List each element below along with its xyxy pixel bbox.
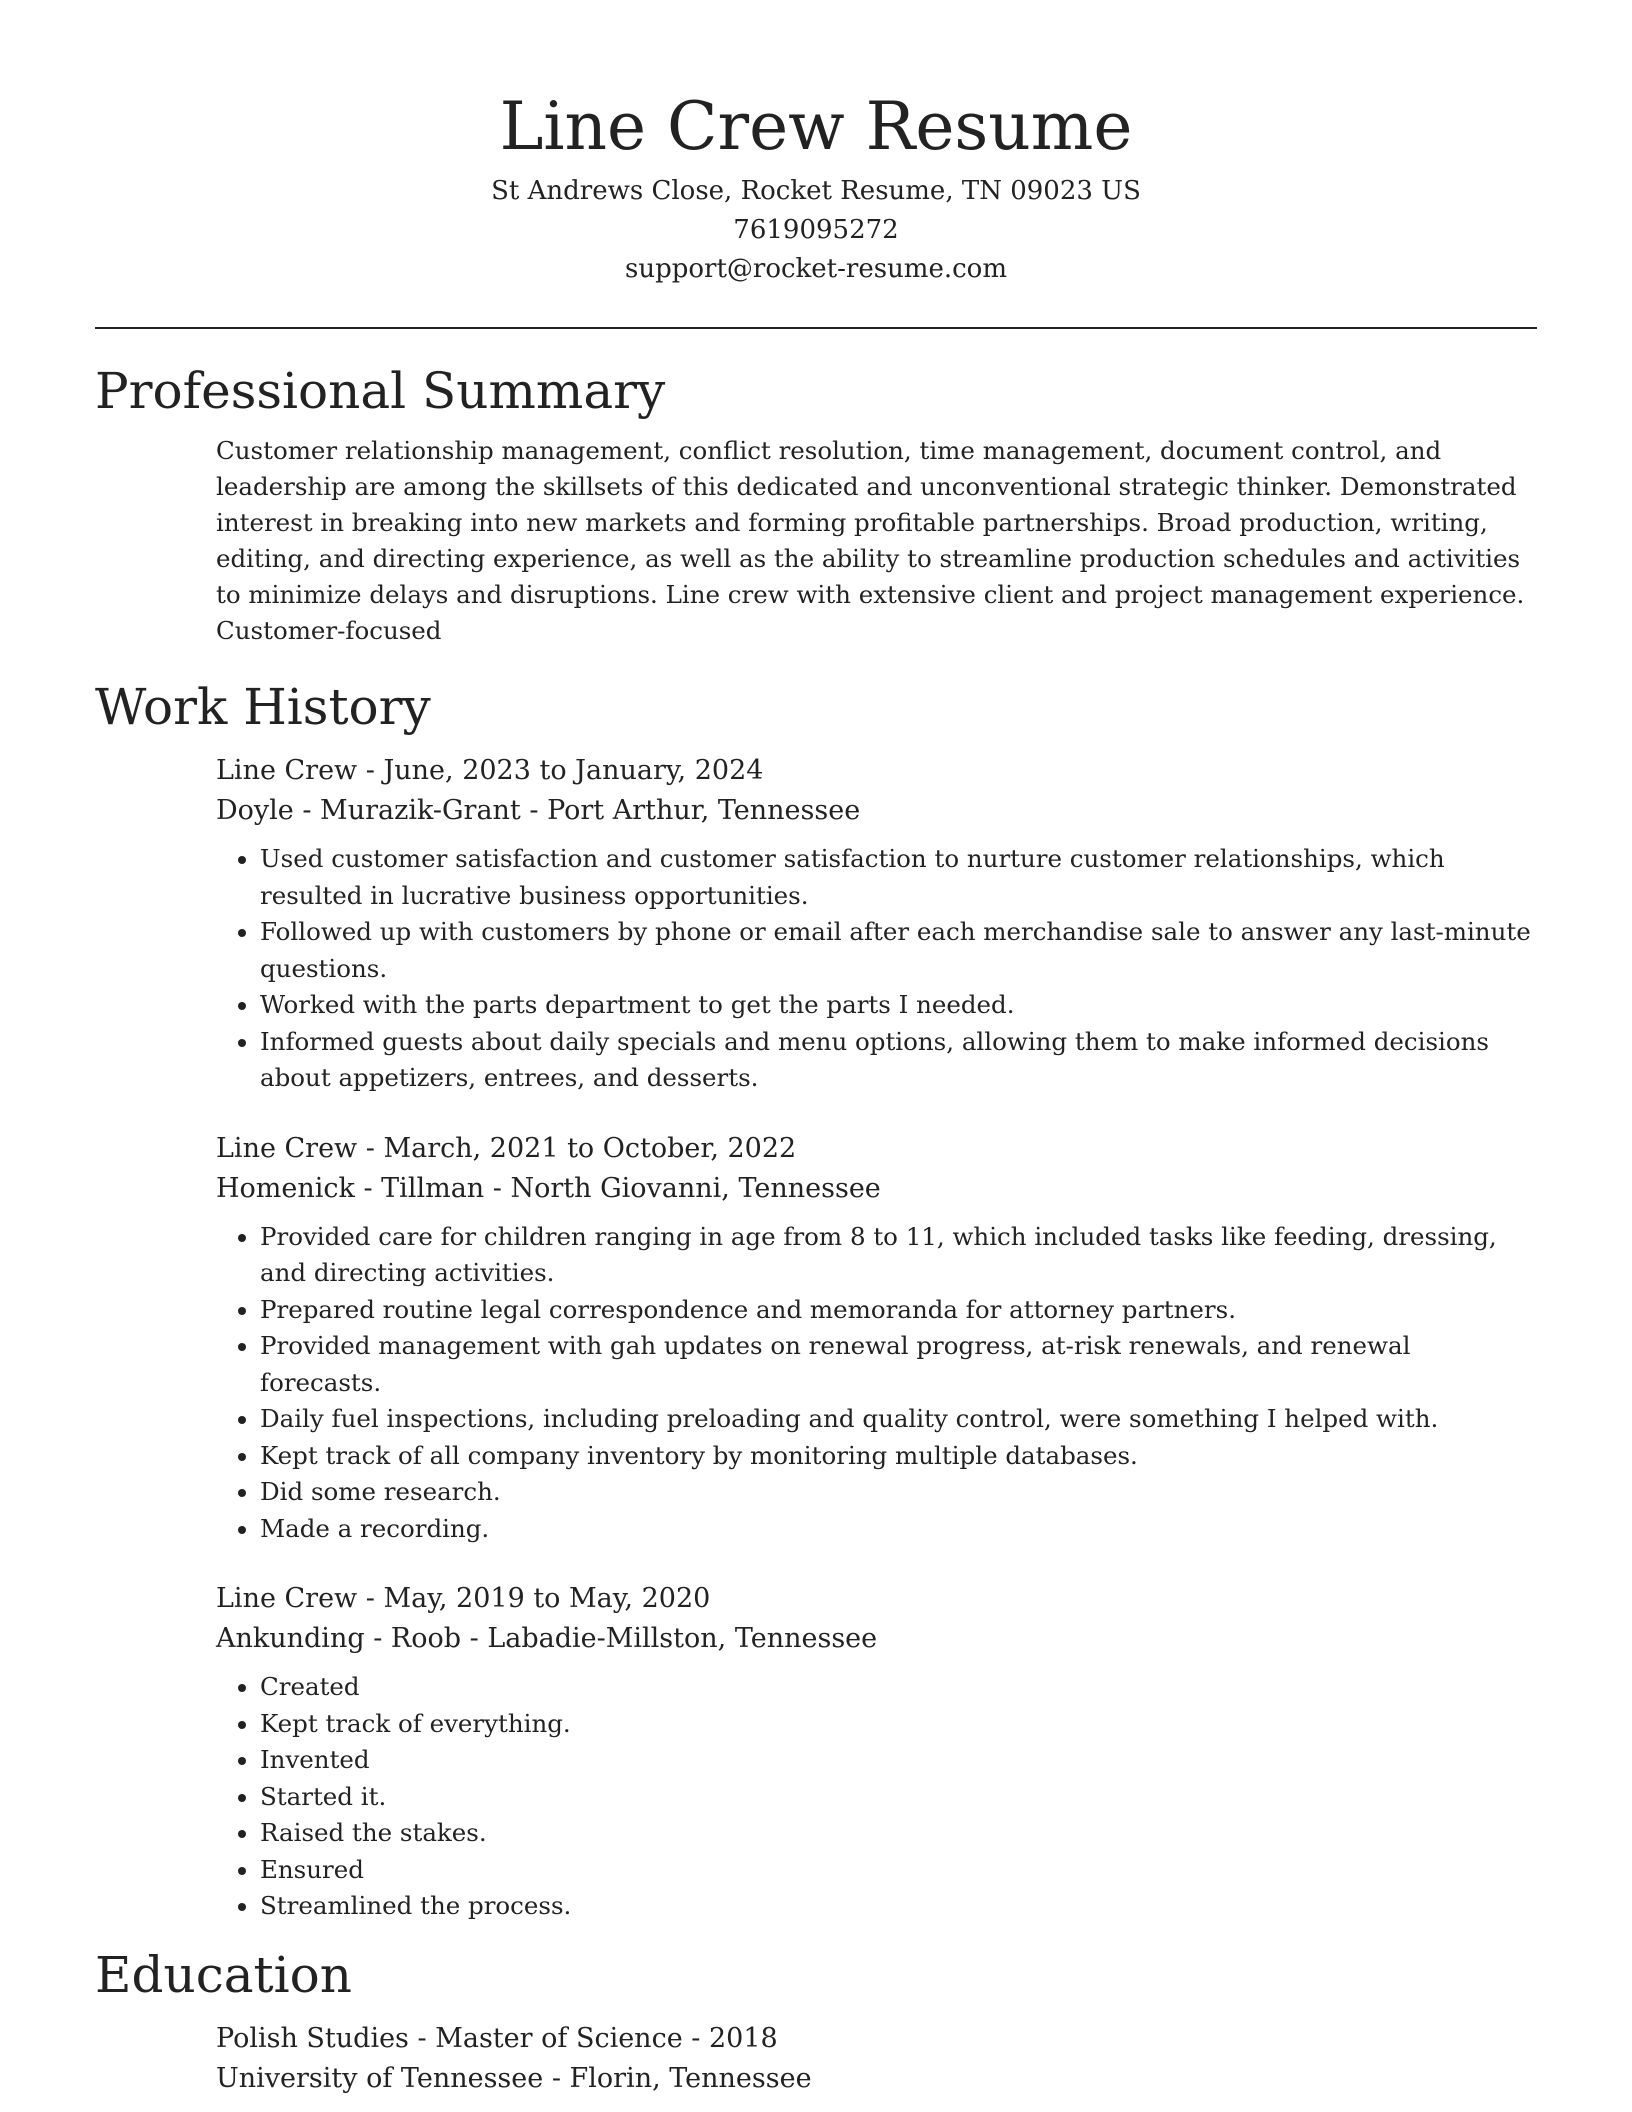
education-section xyxy=(216,2019,1537,2099)
email: support@rocket-resume.com xyxy=(624,254,1007,284)
work-history-heading: Work History xyxy=(95,678,431,736)
list-item: • Informed guests about daily specials and menu options, allowing them to make informed decisions about appetizers, entrees, and desserts. xyxy=(260,1024,1537,1097)
job-employer: Doyle - Murazik-Grant - Port Arthur, Tennessee xyxy=(216,795,861,826)
list-item: • Used customer satisfaction and customer satisfaction to nurture customer relationships, which resulted in lucrative business opportunities. xyxy=(260,841,1537,914)
job-role-dates: Line Crew - March, 2021 to October, 2022 xyxy=(216,1132,797,1164)
list-item: • Created xyxy=(260,1669,1537,1706)
list-item: • Provided care for children ranging in age from 8 to 11, which included tasks like feeding, dressing, and directing activities. xyxy=(260,1219,1537,1292)
list-item: • Daily fuel inspections, including preloading and quality control, were something I helped with. xyxy=(260,1401,1537,1438)
job-bullets xyxy=(216,841,1537,1097)
job-entry xyxy=(216,751,1537,1097)
list-item: • Ensured xyxy=(260,1852,1537,1889)
list-item: • Followed up with customers by phone or email after each merchandise sale to answer any last-minute questions. xyxy=(260,914,1537,987)
job-role-dates: Line Crew - May, 2019 to May, 2020 xyxy=(216,1583,711,1614)
education-heading: Education xyxy=(95,1945,352,2004)
list-item: • Kept track of all company inventory by monitoring multiple databases. xyxy=(260,1438,1537,1475)
resume-header xyxy=(95,0,1537,289)
list-item: • Streamlined the process. xyxy=(260,1888,1537,1925)
header-divider xyxy=(95,327,1537,329)
job-entry xyxy=(216,1579,1537,1925)
list-item: • Raised the stakes. xyxy=(260,1815,1537,1852)
list-item: • Worked with the parts department to get the parts I needed. xyxy=(260,987,1537,1024)
list-item: • Prepared routine legal correspondence and memoranda for attorney partners. xyxy=(260,1292,1537,1329)
address: St Andrews Close, Rocket Resume, TN 09023 US xyxy=(491,176,1141,206)
education-school: University of Tennessee - Florin, Tennessee xyxy=(216,2062,812,2094)
job-bullets xyxy=(216,1669,1537,1925)
summary-text: Customer relationship management, conflict resolution, time management, document control, and leadership are among the skillsets of this dedicated and unconventional strategic thinker. Demonstrated interest in breaking into new markets and forming profitable partnerships. Broad production, writing, editing, and directing experience, as well as the ability to streamline production schedules and activities to minimize delays and disruptions. Line crew with extensive client and project management experience. Customer-focused xyxy=(216,436,1525,645)
list-item: • Made a recording. xyxy=(260,1511,1537,1548)
education-degree: Polish Studies - Master of Science - 2018 xyxy=(216,2022,778,2054)
list-item: • Invented xyxy=(260,1742,1537,1779)
job-bullets xyxy=(216,1219,1537,1548)
job-employer: Ankunding - Roob - Labadie-Millston, Tennessee xyxy=(216,1623,878,1654)
work-history-section xyxy=(216,751,1537,1925)
summary-section xyxy=(216,433,1537,649)
summary-heading: Professional Summary xyxy=(95,362,666,420)
job-role-dates: Line Crew - June, 2023 to January, 2024 xyxy=(216,755,764,786)
resume-page xyxy=(95,0,1537,2099)
job-employer: Homenick - Tillman - North Giovanni, Tennessee xyxy=(216,1172,881,1204)
list-item: • Provided management with gah updates on renewal progress, at-risk renewals, and renewal forecasts. xyxy=(260,1328,1537,1401)
list-item: • Did some research. xyxy=(260,1474,1537,1511)
job-entry xyxy=(216,1129,1537,1548)
page-title: Line Crew Resume xyxy=(499,88,1133,165)
list-item: • Kept track of everything. xyxy=(260,1706,1537,1743)
list-item: • Started it. xyxy=(260,1779,1537,1816)
phone: 7619095272 xyxy=(733,215,899,245)
